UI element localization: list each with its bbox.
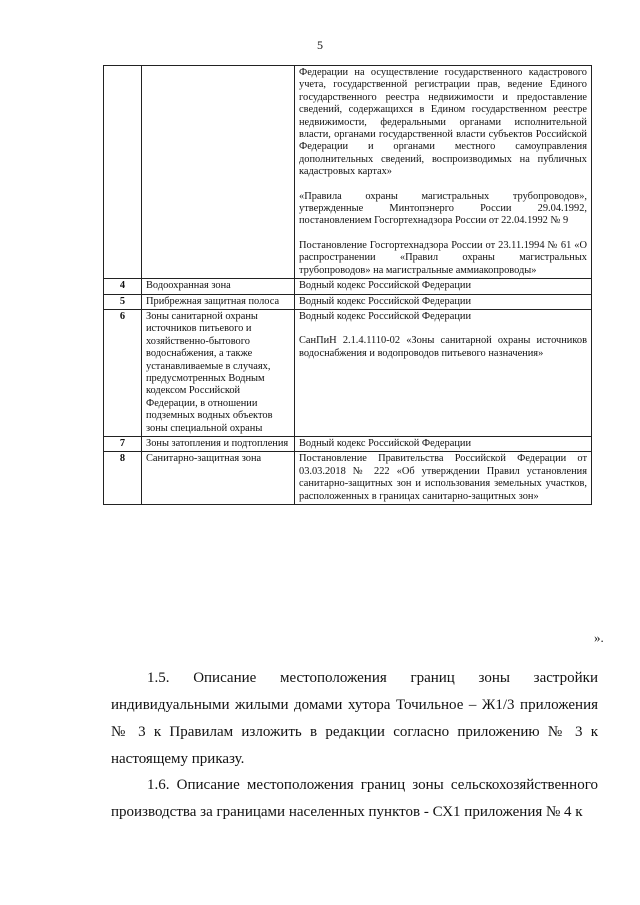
zone-name: Санитарно-защитная зона [142, 452, 295, 505]
row-number: 4 [104, 279, 142, 294]
regulatory-documents [295, 294, 592, 309]
regulatory-documents [295, 436, 592, 451]
table-row [104, 309, 592, 436]
table-row [104, 452, 592, 505]
table-row [104, 436, 592, 451]
zone-name: Прибрежная защитная полоса [142, 294, 295, 309]
zone-name: Зоны затопления и подтопления [142, 436, 295, 451]
document-text: «Правила охраны магистральных трубопроводов», утвержденные Минтопэнерго России 29.04.1992, постановлением Госгортехнадзора России от 22.04.1992 № 9 [299, 190, 587, 227]
document-text: Федерации на осуществление государственного кадастрового учета, государственной регистрации прав, ведение Единого государственного реестра недвижимости и предоставление сведений, содержащихся в Едином государственном реестре недвижимости, федеральными органами исполнительной власти, органами государственной власти субъектов Российской Федерации и органами местного самоуправления дополнительных сведений, воспроизводимых на публичных кадастровых картах» [299, 67, 587, 178]
zone-name [142, 66, 295, 279]
document-text: Постановление Госгортехнадзора России от 23.11.1994 № 61 «О распространении «Правил охраны магистральных трубопроводов» на магистральные аммиакопроводы» [299, 239, 587, 276]
document-text: СанПиН 2.1.4.1110-02 «Зоны санитарной охраны источников водоснабжения и водопроводов питьевого назначения» [299, 335, 587, 359]
zone-name: Зоны санитарной охраны источников питьевого и хозяйственно-бытового водоснабжения, а также устанавливаемые в случаях, предусмотренных Водным кодексом Российской Федерации, в отношении подземных водных объектов зоны специальной охраны [142, 309, 295, 436]
page-number: 5 [317, 38, 323, 52]
regulatory-documents [295, 279, 592, 294]
table-row [104, 294, 592, 309]
row-number: 7 [104, 436, 142, 451]
regulatory-documents [295, 309, 592, 436]
document-text: Водный кодекс Российской Федерации [299, 295, 472, 307]
document-text: Водный кодекс Российской Федерации [299, 310, 472, 322]
row-number: 6 [104, 309, 142, 436]
closing-quote-mark: ». [594, 630, 604, 645]
paragraph-1-6: 1.6. Описание местоположения границ зоны сельскохозяйственного производства за границами населенных пунктов - СХ1 приложения № 4 к [111, 777, 598, 820]
paragraph-1-5: 1.5. Описание местоположения границ зоны застройки индивидуальными жилыми домами хутора Точильное – Ж1/3 приложения № 3 к Правилам изложить в редакции согласно приложению № 3 к настоящему приказу. [111, 670, 598, 767]
row-number [104, 66, 142, 279]
row-number: 5 [104, 294, 142, 309]
document-text: Постановление Правительства Российской Федерации от 03.03.2018 № 222 «Об утверждении Правил установления санитарно-защитных зон и использования земельных участков, расположенных в границах санитарно-защитных зон» [299, 453, 587, 502]
table-row [104, 279, 592, 294]
regulatory-documents [295, 452, 592, 505]
table-row [104, 66, 592, 279]
document-text: Водный кодекс Российской Федерации [299, 280, 472, 292]
zones-table [103, 65, 592, 505]
row-number: 8 [104, 452, 142, 505]
zone-name: Водоохранная зона [142, 279, 295, 294]
document-text: Водный кодекс Российской Федерации [299, 437, 472, 449]
regulatory-documents [295, 66, 592, 279]
